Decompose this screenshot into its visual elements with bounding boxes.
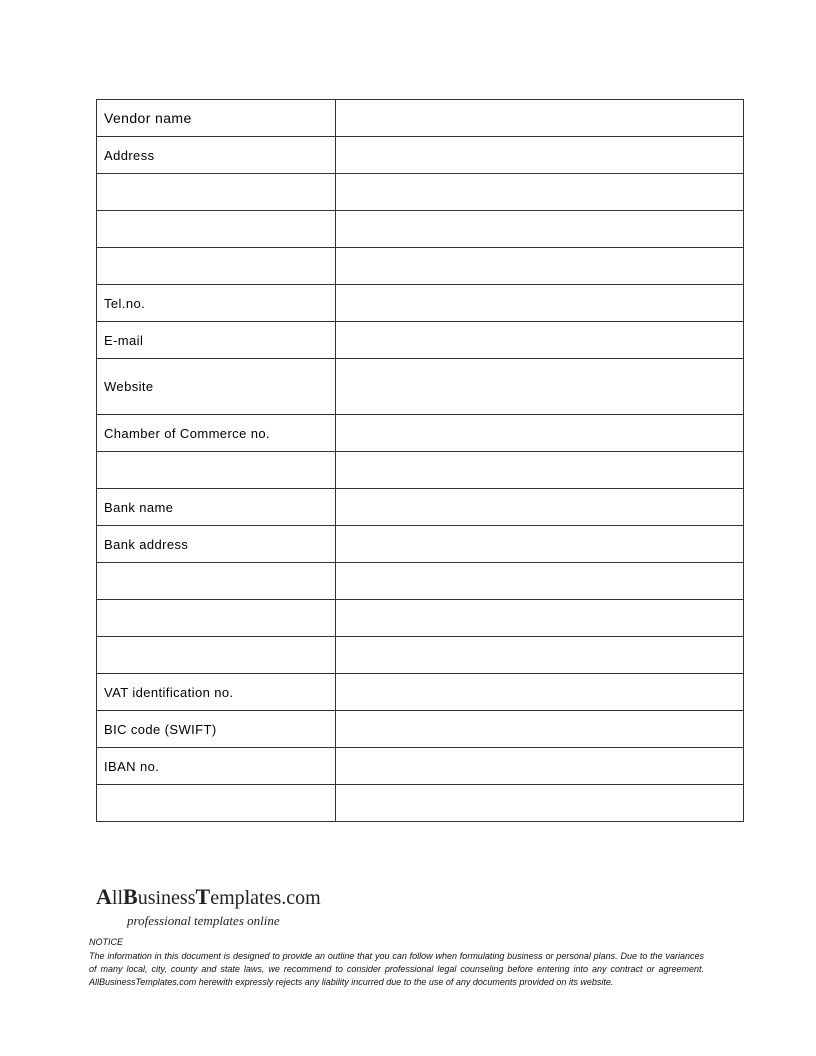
table-row: [97, 785, 744, 822]
table-row: [97, 359, 744, 415]
brand-part: emplates.com: [210, 887, 321, 909]
row-value-field[interactable]: [336, 711, 744, 748]
table-row: [97, 637, 744, 674]
row-label: VAT identification no.: [97, 674, 336, 711]
row-label: Bank name: [97, 489, 336, 526]
row-value-field[interactable]: [336, 285, 744, 322]
row-label: [97, 248, 336, 285]
table-row: [97, 174, 744, 211]
row-value-field[interactable]: [336, 637, 744, 674]
row-label: [97, 785, 336, 822]
row-label: BIC code (SWIFT): [97, 711, 336, 748]
row-value-field[interactable]: [336, 748, 744, 785]
table-row: [97, 748, 744, 785]
row-value-field[interactable]: [336, 248, 744, 285]
row-label: Vendor name: [97, 100, 336, 137]
table-row: [97, 674, 744, 711]
brand-letter: B: [123, 884, 138, 909]
row-value-field[interactable]: [336, 785, 744, 822]
row-label: [97, 600, 336, 637]
row-label: [97, 211, 336, 248]
table-row: [97, 711, 744, 748]
row-value-field[interactable]: [336, 563, 744, 600]
table-row: [97, 452, 744, 489]
row-label: Bank address: [97, 526, 336, 563]
brand-tagline: professional templates online: [127, 913, 280, 928]
row-label: Address: [97, 137, 336, 174]
row-label: [97, 563, 336, 600]
row-value-field[interactable]: [336, 137, 744, 174]
row-value-field[interactable]: [336, 489, 744, 526]
row-value-field[interactable]: [336, 211, 744, 248]
table-row: [97, 563, 744, 600]
row-value-field[interactable]: [336, 415, 744, 452]
row-label: [97, 637, 336, 674]
row-value-field[interactable]: [336, 452, 744, 489]
row-label: E-mail: [97, 322, 336, 359]
table-row: [97, 322, 744, 359]
brand-part: ll: [111, 887, 124, 909]
brand-letter: T: [195, 884, 211, 909]
row-label: IBAN no.: [97, 748, 336, 785]
table-row: [97, 415, 744, 452]
table-row: [97, 600, 744, 637]
table-row: [97, 285, 744, 322]
row-value-field[interactable]: [336, 674, 744, 711]
row-label: Website: [97, 359, 336, 415]
row-label: Chamber of Commerce no.: [97, 415, 336, 452]
brand-letter: A: [96, 884, 112, 909]
table-row: [97, 526, 744, 563]
row-value-field[interactable]: [336, 526, 744, 563]
brand-part: usiness: [137, 887, 196, 909]
row-label: [97, 174, 336, 211]
table-row: [97, 489, 744, 526]
table-row: [97, 248, 744, 285]
notice-text: The information in this document is designed to provide an outline that you can follow when formulating business or personal plans. Due to the variances of many local, city, county and state laws, we recommend to consider professional legal counseling before entering into any contract or agreement. AllBusinessTemplates.com herewith expressly rejects any liability incurred due to the use of any documents provided on its website.: [89, 951, 704, 987]
row-label: [97, 452, 336, 489]
row-value-field[interactable]: [336, 100, 744, 137]
notice-title: NOTICE: [89, 937, 124, 947]
row-value-field[interactable]: [336, 359, 744, 415]
row-value-field[interactable]: [336, 600, 744, 637]
table-row: [97, 211, 744, 248]
row-label: Tel.no.: [97, 285, 336, 322]
row-value-field[interactable]: [336, 174, 744, 211]
row-value-field[interactable]: [336, 322, 744, 359]
brand-logo-text: [96, 884, 321, 910]
table-row: [97, 137, 744, 174]
vendor-form-table: [96, 99, 744, 822]
table-row: [97, 100, 744, 137]
